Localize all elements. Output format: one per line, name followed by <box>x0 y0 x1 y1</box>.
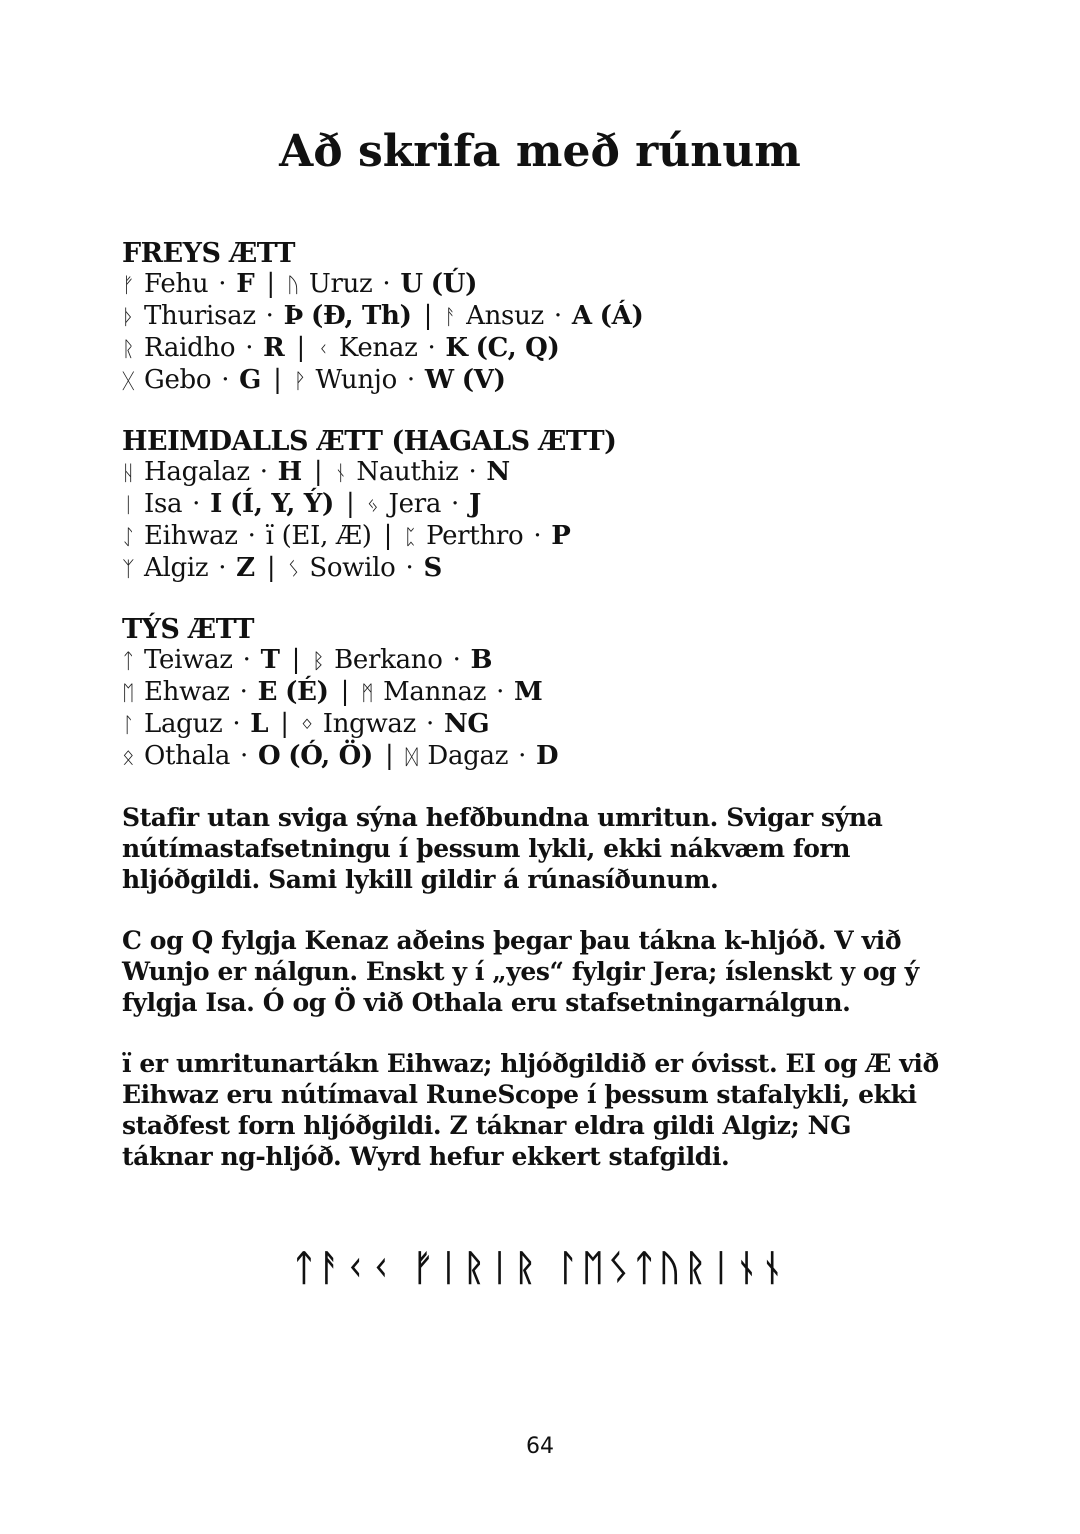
rune-glyph: ᛈ <box>404 525 417 549</box>
rune-name: Uruz <box>308 269 373 299</box>
middot: · <box>419 333 444 363</box>
section-title: FREYS ÆTT <box>122 238 296 269</box>
middot: · <box>231 677 256 707</box>
rune-name: Perthro <box>426 521 524 551</box>
rune-name: Algiz <box>144 553 209 583</box>
rune-name: Sowilo <box>309 553 396 583</box>
rune-letter: E <box>257 677 278 707</box>
middot: · <box>488 677 513 707</box>
rune-letter: G <box>239 365 262 395</box>
rune-name: Nauthiz <box>356 457 459 487</box>
rune-name: Hagalaz <box>144 457 250 487</box>
rune-glyph: ᚢ <box>286 273 300 297</box>
rune-glyph: ᛜ <box>300 713 314 737</box>
rune-glyph: ᚲ <box>316 337 330 361</box>
page-number: 64 <box>526 1434 554 1459</box>
rune-extra: (EI, Æ) <box>281 521 372 551</box>
note-paragraph: C og Q fylgja Kenaz aðeins þegar þau tákna k-hljóð. V við Wunjo er nálgun. Enskt y í „yes“ fylgir Jera; íslenskt y og ý fylgja Isa. Ó og Ö við Othala eru stafsetningarnálgun. <box>122 926 919 1017</box>
middot: · <box>443 489 467 519</box>
separator: | <box>346 489 355 519</box>
rune-letter: M <box>514 677 543 707</box>
note-paragraph: Stafir utan sviga sýna hefðbundna umritun. Svigar sýna nútímastafsetningu í þessum lykli, ekki nákvæm forn hljóðgildi. Sami lykill gildir á rúnasíðunum. <box>122 803 883 894</box>
rune-extra: (Ú) <box>430 269 478 299</box>
middot: · <box>239 521 264 551</box>
middot: · <box>184 489 209 519</box>
rune-glyph: ᛟ <box>122 745 135 769</box>
rune-letter: R <box>263 333 285 363</box>
rune-glyph: ᛞ <box>405 745 418 769</box>
rune-row <box>122 677 962 709</box>
rune-glyph: ᛊ <box>287 557 300 581</box>
middot: · <box>374 269 399 299</box>
rune-name: Kenaz <box>338 333 418 363</box>
rune-glyph: ᚨ <box>444 305 457 329</box>
middot: · <box>224 709 249 739</box>
middot: · <box>210 269 235 299</box>
middot: · <box>398 365 423 395</box>
rune-name: Dagaz <box>427 741 509 771</box>
rune-letter: Þ <box>283 301 304 331</box>
rune-name: Othala <box>144 741 231 771</box>
rune-extra: (Ð, Th) <box>310 301 412 331</box>
rune-letter: U <box>400 269 423 299</box>
section-title: TÝS ÆTT <box>122 614 254 645</box>
rune-extra: (Ó, Ö) <box>288 741 373 771</box>
rune-extra: (V) <box>461 365 506 395</box>
rune-name: Teiwaz <box>144 645 233 675</box>
rune-extra: (C, Q) <box>475 333 560 363</box>
rune-name: Laguz <box>144 709 223 739</box>
rune-glyph: ᚦ <box>122 305 135 329</box>
rune-name: Eihwaz <box>144 521 238 551</box>
separator: | <box>340 677 350 707</box>
rune-name: Thurisaz <box>144 301 256 331</box>
note-paragraph: ï er umritunartákn Eihwaz; hljóðgildið er óvisst. EI og Æ við Eihwaz eru nútímaval RuneScope í þessum stafalykli, ekki staðfest forn hljóðgildi. Z táknar eldra gildi Algiz; NG táknar ng-hljóð. Wyrd hefur ekkert stafgildi. <box>122 1049 939 1171</box>
rune-row <box>122 645 962 677</box>
rune-extra: (É) <box>285 677 329 707</box>
rune-row <box>122 521 962 553</box>
rune-glyph: ᛒ <box>312 649 325 673</box>
aett-section <box>122 614 962 773</box>
rune-row <box>122 741 962 773</box>
rune-glyph: ᚷ <box>122 369 135 393</box>
rune-letter: Z <box>236 553 255 583</box>
rune-row <box>122 269 962 301</box>
rune-name: Raidho <box>144 333 236 363</box>
rune-letter: ï <box>265 521 274 551</box>
rune-name: Gebo <box>144 365 212 395</box>
separator: | <box>384 741 394 771</box>
rune-letter: A <box>571 301 592 331</box>
rune-glyph: ᚺ <box>122 461 135 485</box>
rune-row <box>122 553 962 585</box>
notes <box>122 802 962 1172</box>
rune-name: Jera <box>388 489 442 519</box>
rune-row <box>122 365 962 397</box>
rune-name: Wunjo <box>315 365 397 395</box>
rune-letter: P <box>551 521 571 551</box>
separator: | <box>266 553 276 583</box>
rune-glyph: ᛇ <box>122 525 135 549</box>
middot: · <box>237 333 262 363</box>
rune-glyph: ᛖ <box>122 681 135 705</box>
rune-letter: J <box>468 489 481 519</box>
middot: · <box>545 301 570 331</box>
rune-letter: H <box>277 457 302 487</box>
rune-name: Isa <box>144 489 183 519</box>
separator: | <box>313 457 323 487</box>
rune-row <box>122 301 962 333</box>
middot: · <box>510 741 535 771</box>
rune-letter: D <box>536 741 559 771</box>
middot: · <box>232 741 256 771</box>
rune-name: Ingwaz <box>322 709 417 739</box>
rune-glyph: ᛏ <box>122 649 135 673</box>
rune-glyph: ᚹ <box>293 369 306 393</box>
rune-extra: (Í, Y, Ý) <box>229 489 335 519</box>
middot: · <box>210 553 235 583</box>
rune-glyph: ᚱ <box>122 337 135 361</box>
separator: | <box>291 645 301 675</box>
separator: | <box>266 269 275 299</box>
rune-name: Mannaz <box>383 677 487 707</box>
separator: | <box>273 365 282 395</box>
middot: · <box>257 301 282 331</box>
rune-glyph: ᛁ <box>122 493 135 517</box>
rune-name: Ehwaz <box>144 677 230 707</box>
middot: · <box>251 457 276 487</box>
rune-letter: NG <box>443 709 490 739</box>
separator: | <box>383 521 393 551</box>
middot: · <box>213 365 238 395</box>
rune-glyph: ᚠ <box>122 273 135 297</box>
rune-inscription: ᛏᚨᚲᚲ ᚠᛁᚱᛁᚱ ᛚᛖᛊᛏᚢᚱᛁᚾᚾ <box>293 1247 787 1289</box>
rune-letter: K <box>445 333 468 363</box>
page-title: Að skrifa með rúnum <box>279 126 801 177</box>
rune-extra: (Á) <box>599 301 644 331</box>
rune-letter: L <box>250 709 269 739</box>
rune-row <box>122 489 962 521</box>
content <box>122 238 962 1202</box>
middot: · <box>397 553 422 583</box>
section-title: HEIMDALLS ÆTT (HAGALS ÆTT) <box>122 426 617 457</box>
middot: · <box>418 709 442 739</box>
separator: | <box>296 333 305 363</box>
aett-section <box>122 238 962 397</box>
rune-name: Fehu <box>144 269 209 299</box>
aett-sections <box>122 238 962 773</box>
rune-glyph: ᛉ <box>122 557 135 581</box>
rune-row <box>122 709 962 741</box>
middot: · <box>460 457 485 487</box>
middot: · <box>444 645 469 675</box>
rune-name: Berkano <box>334 645 443 675</box>
rune-name: Ansuz <box>466 301 544 331</box>
rune-letter: N <box>486 457 510 487</box>
rune-glyph: ᛚ <box>122 713 135 737</box>
middot: · <box>525 521 550 551</box>
rune-row <box>122 333 962 365</box>
rune-glyph: ᚾ <box>334 461 347 485</box>
rune-letter: W <box>424 365 454 395</box>
rune-letter: O <box>257 741 281 771</box>
rune-glyph: ᛃ <box>366 493 379 517</box>
rune-glyph: ᛗ <box>361 681 374 705</box>
aett-section <box>122 426 962 585</box>
rune-letter: I <box>210 489 222 519</box>
rune-row <box>122 457 962 489</box>
separator: | <box>280 709 289 739</box>
rune-letter: B <box>470 645 493 675</box>
rune-letter: S <box>423 553 442 583</box>
rune-letter: T <box>260 645 280 675</box>
middot: · <box>234 645 259 675</box>
rune-letter: F <box>236 269 255 299</box>
separator: | <box>423 301 433 331</box>
